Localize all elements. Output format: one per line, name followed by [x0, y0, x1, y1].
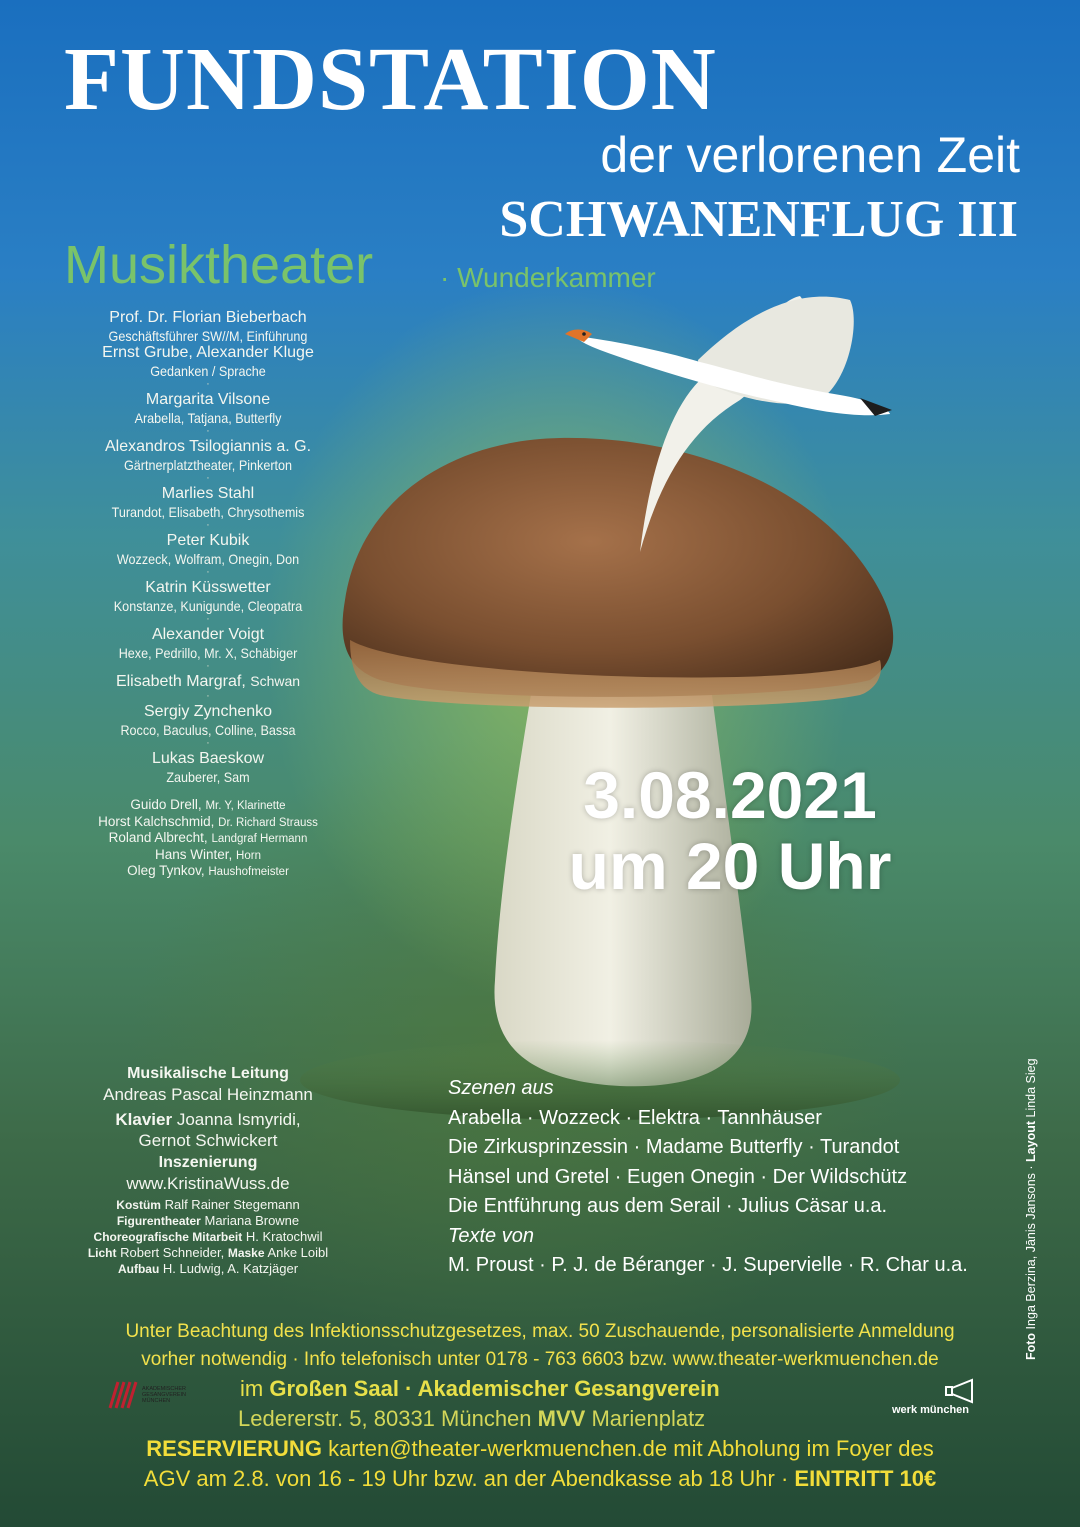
covid-notice	[0, 1318, 1080, 1374]
credits-block	[52, 1060, 364, 1275]
poster-subtitle: der verlorenen Zeit	[600, 127, 1020, 183]
scenes-block	[448, 1074, 1048, 1281]
genre-label: Musiktheater	[64, 235, 374, 295]
musician-line: Horst Kalchschmid, Dr. Richard Strauss	[98, 813, 318, 829]
agv-logo: AKADEMISCHER GESANGVEREIN MÜNCHEN	[108, 1378, 198, 1412]
texts-heading: Texte von	[448, 1224, 534, 1247]
agv-logo-mark	[108, 1378, 140, 1412]
genre-sublabel: · Wunderkammer	[440, 262, 656, 293]
credit-heading: Inszenierung	[158, 1154, 258, 1171]
event-date-line: 3.08.2021	[583, 758, 877, 832]
address-line: Ledererstr. 5, 80331 München MVV Marienplatz	[238, 1406, 706, 1431]
poster-subtitle-2: SCHWANENFLUG III	[499, 191, 1018, 248]
cast-role: Rocco, Baculus, Colline, Bassa	[120, 722, 296, 738]
scenes-heading: Szenen aus	[448, 1077, 554, 1099]
cast-role: Hexe, Pedrillo, Mr. X, Schäbiger	[118, 645, 298, 661]
mushroom-cap	[343, 438, 894, 697]
cast-name-inline: Elisabeth Margraf, Schwan	[115, 673, 301, 690]
reservation-line: AGV am 2.8. von 16 - 19 Uhr bzw. an der Abendkasse ab 18 Uhr · EINTRITT 10€	[143, 1466, 937, 1491]
werk-muenchen-logo: werk münchen	[890, 1376, 990, 1420]
cast-name: Prof. Dr. Florian Bieberbach	[109, 309, 307, 326]
cast-name: Ernst Grube, Alexander Kluge	[102, 344, 314, 361]
cast-role: Konstanze, Kunigunde, Cleopatra	[113, 598, 303, 614]
cast-name: Alexander Voigt	[151, 626, 265, 643]
credit-line: Aufbau H. Ludwig, A. Katzjäger	[117, 1261, 299, 1276]
scenes-line: Arabella · Wozzeck · Elektra · Tannhäuser	[448, 1106, 822, 1129]
cast-name: Peter Kubik	[166, 532, 250, 549]
cast-role: Gedanken / Sprache	[150, 363, 266, 379]
photo-credit: Foto Inga Berzina, Jānis Jansons · Layout Linda Sieg	[1024, 1058, 1038, 1360]
credit-klavier: Klavier Joanna Ismyridi,	[115, 1110, 301, 1129]
cast-role: Wozzeck, Wolfram, Onegin, Don	[116, 551, 300, 567]
credit-line: Licht Robert Schneider, Maske Anke Loibl	[87, 1245, 329, 1260]
megaphone-icon	[890, 1376, 990, 1406]
musician-line: Hans Winter, Horn	[155, 846, 261, 862]
cast-role: Turandot, Elisabeth, Chrysothemis	[111, 504, 305, 520]
cast-name: Sergiy Zynchenko	[143, 703, 273, 720]
event-date	[540, 760, 920, 903]
scenes-line: Die Entführung aus dem Serail · Julius Cäsar u.a.	[448, 1195, 888, 1217]
cast-name: Marlies Stahl	[161, 485, 255, 502]
cast-name: Katrin Küsswetter	[145, 579, 271, 596]
venue-line: im Großen Saal · Akademischer Gesangverein	[240, 1376, 720, 1401]
poster-title: FUNDSTATION	[64, 30, 717, 129]
scenes-line: Hänsel und Gretel · Eugen Onegin · Der Wildschütz	[448, 1165, 908, 1188]
credit-name: Andreas Pascal Heinzmann	[103, 1085, 313, 1104]
credit-line: Figurentheater Mariana Browne	[116, 1213, 300, 1228]
notice-line: Unter Beachtung des Infektionsschutzgesetzes, max. 50 Zuschauende, personalisierte Anmeldung	[125, 1321, 955, 1342]
cast-role: Geschäftsführer SW//M, Einführung	[108, 328, 308, 344]
cast-name: Lukas Baeskow	[151, 750, 265, 767]
musician-line: Oleg Tynkov, Haushofmeister	[127, 863, 289, 878]
credit-name: Gernot Schwickert	[138, 1131, 278, 1150]
director-website: www.KristinaWuss.de	[126, 1174, 290, 1193]
cast-name: Margarita Vilsone	[145, 391, 271, 408]
credit-line: Kostüm Ralf Rainer Stegemann	[116, 1197, 300, 1212]
credit-line: Choreografische Mitarbeit H. Kratochwil	[93, 1229, 323, 1244]
texts-line: M. Proust · P. J. de Béranger · J. Supervielle · R. Char u.a.	[448, 1254, 968, 1276]
reservation-line: RESERVIERUNG karten@theater-werkmuenchen.de mit Abholung im Foyer des	[146, 1436, 934, 1461]
event-time-line: um 20 Uhr	[568, 829, 892, 904]
reservation-block	[0, 1434, 1080, 1494]
musician-line: Roland Albrecht, Landgraf Hermann	[108, 830, 308, 845]
cast-role: Zauberer, Sam	[166, 769, 250, 785]
musician-line: Guido Drell, Mr. Y, Klarinette	[130, 797, 286, 812]
cast-role: Arabella, Tatjana, Butterfly	[134, 410, 282, 426]
cast-name: Alexandros Tsilogiannis a. G.	[104, 438, 312, 455]
scenes-line: Die Zirkusprinzessin · Madame Butterfly · Turandot	[448, 1136, 900, 1158]
cast-list: Prof. Dr. Florian Bieberbach Geschäftsführer SW//M, Einführung Ernst Grube, Alexander Kluge Gedanken / Sprache · Margarita Vilsone Arabella, Tatjana, Butterfly · Alexandros Tsilogiannis a. G. Gärtnerplatztheater, Pinkerton · Marlies Stahl Turandot, Elisabeth, Chrysothemis · Peter Kubik Wozzeck, Wolfram, Onegin, Don · Katrin Küsswetter Konstanze, Kunigunde, Cleopatra · Alexander Voigt Hexe, Pedrillo, Mr. X, Schäbiger · Elisabeth Margraf, Schwan · Sergiy Zynchenko Rocco, Baculus, Colline, Bassa · Lukas Baeskow Zauberer, Sam Guido Drell, Mr. Y, Klarinette Horst Kalchschmid, Dr. Richard Strauss Roland Albrecht, Landgraf Hermann Hans Winter, Horn Oleg Tynkov, Haushofmeister	[52, 308, 364, 879]
cast-role: Gärtnerplatztheater, Pinkerton	[123, 457, 293, 473]
credit-heading: Musikalische Leitung	[127, 1065, 289, 1082]
notice-line: vorher notwendig · Info telefonisch unter 0178 - 763 6603 bzw. www.theater-werkmuenchen.de	[141, 1349, 939, 1370]
